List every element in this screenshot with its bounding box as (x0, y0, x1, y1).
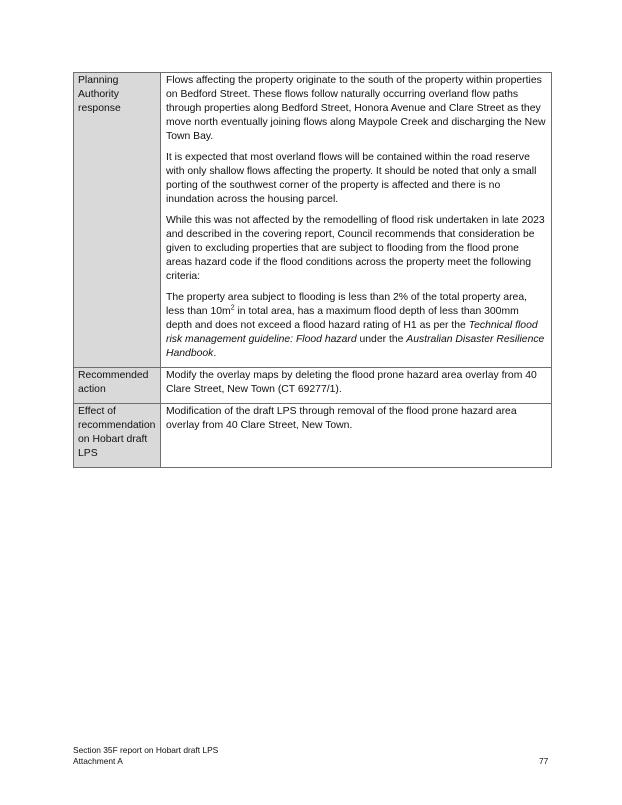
row-content: Modify the overlay maps by deleting the flood prone hazard area overlay from 40 Clare Street, New Town (CT 69277/1). (161, 368, 552, 404)
footer-attachment: Attachment A (73, 756, 123, 766)
paragraph: Flows affecting the property originate to the south of the property within properties on Bedford Street. These flows follow naturally occurring overland flow paths through properties along Bedford Street, Honora Avenue and Clare Street as they move north eventually joining flows along Maypole Creek and discharging the New Town Bay. (166, 75, 546, 142)
row-content (161, 73, 552, 368)
footer-text (73, 745, 218, 767)
row-content: Modification of the draft LPS through removal of the flood prone hazard area overlay from 40 Clare Street, New Town. (161, 404, 552, 468)
paragraph: It is expected that most overland flows will be contained within the road reserve with only shallow flows affecting the property. It should be noted that only a small porting of the southwest corner of the property is affected and there is no inundation across the housing parcel. (166, 152, 537, 205)
table-row (74, 404, 552, 468)
table-row (74, 73, 552, 368)
row-label: Effect of recommendation on Hobart draft LPS (74, 404, 161, 468)
paragraph: While this was not affected by the remodelling of flood risk undertaken in late 2023 and described in the covering report, Council recommends that consideration be given to excluding properties that are subject to flooding from the flood prone areas hazard code if the flood conditions across the property meet the following criteria: (166, 215, 545, 282)
criteria-paragraph: The property area subject to flooding is less than 2% of the total property area, less than $10m^2$ in total area, has a maximum flood depth of less than 300mm depth and does not exceed a flood hazard rating of H1 as per the Technical flood risk management guideline: Flood hazard under the Australian Disaster Resilience Handbook. (166, 292, 545, 359)
row-label: Planning Authority response (74, 73, 161, 368)
table-row (74, 368, 552, 404)
page-number: 77 (539, 756, 549, 766)
footer-report-title: Section 35F report on Hobart draft LPS (73, 745, 219, 755)
row-label: Recommended action (74, 368, 161, 404)
report-table (73, 72, 552, 468)
